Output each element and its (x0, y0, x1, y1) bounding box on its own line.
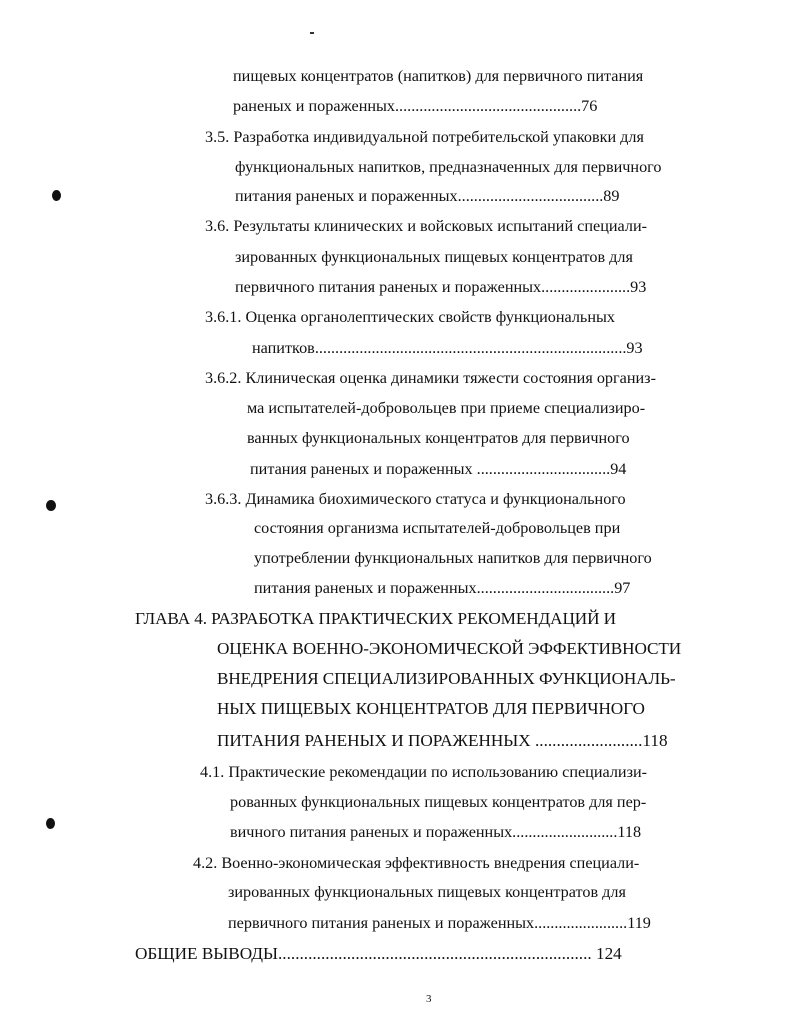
toc-chapter-line: ОЦЕНКА ВОЕННО-ЭКОНОМИЧЕСКОЙ ЭФФЕКТИВНОСТИ (217, 639, 682, 658)
toc-chapter-line: ПИТАНИЯ РАНЕНЫХ И ПОРАЖЕННЫХ .........................118 (217, 731, 668, 750)
toc-line: питания раненых и пораженных....................................89 (235, 187, 620, 205)
toc-line: состояния организма испытателей-добровольцев при (254, 519, 621, 537)
scan-tick-1 (310, 32, 314, 34)
scan-dot-2 (46, 500, 56, 511)
scan-dot-1 (52, 190, 61, 201)
toc-chapter-line: ВНЕДРЕНИЯ СПЕЦИАЛИЗИРОВАННЫХ ФУНКЦИОНАЛЬ- (217, 669, 676, 688)
toc-line: первичного питания раненых и пораженных......................93 (235, 278, 647, 296)
toc-line: зированных функциональных пищевых концентратов для (228, 883, 626, 901)
toc-line: вичного питания раненых и пораженных..........................118 (230, 823, 642, 841)
toc-line: ма испытателей-добровольцев при приеме специализиро- (247, 399, 646, 417)
toc-line: 4.2. Военно-экономическая эффективность внедрения специали- (193, 854, 640, 872)
toc-line: напитков.............................................................................93 (252, 339, 643, 357)
toc-line: первичного питания раненых и пораженных.......................119 (228, 914, 651, 932)
toc-line: пищевых концентратов (напитков) для первичного питания (233, 67, 644, 85)
toc-chapter-line: ГЛАВА 4. РАЗРАБОТКА ПРАКТИЧЕСКИХ РЕКОМЕНДАЦИЙ И (135, 609, 616, 628)
toc-line: 4.1. Практические рекомендации по использованию специализи- (200, 763, 648, 781)
toc-line: питания раненых и пораженных .................................94 (250, 460, 627, 478)
toc-line: зированных функциональных пищевых концентратов для (235, 248, 633, 266)
scan-dot-3 (46, 818, 55, 829)
page-number: 3 (426, 993, 432, 1005)
toc-line: функциональных напитков, предназначенных для первичного (235, 158, 662, 176)
toc-line: употреблении функциональных напитков для первичного (254, 549, 652, 567)
toc-line: раненых и пораженных..............................................76 (233, 97, 598, 115)
toc-line: 3.6.2. Клиническая оценка динамики тяжести состояния организ- (205, 369, 656, 387)
toc-chapter-line: ОБЩИЕ ВЫВОДЫ......................................................................... 124 (135, 944, 622, 963)
toc-line: рованных функциональных пищевых концентратов для пер- (230, 793, 647, 811)
toc-line: 3.6. Результаты клинических и войсковых испытаний специали- (205, 217, 648, 235)
toc-line: питания раненых и пораженных..................................97 (254, 579, 631, 597)
toc-line: 3.6.3. Динамика биохимического статуса и функционального (205, 490, 626, 508)
toc-line: 3.6.1. Оценка органолептических свойств функциональных (205, 308, 615, 326)
toc-line: 3.5. Разработка индивидуальной потребительской упаковки для (205, 128, 644, 146)
toc-chapter-line: НЫХ ПИЩЕВЫХ КОНЦЕНТРАТОВ ДЛЯ ПЕРВИЧНОГО (217, 699, 645, 718)
toc-line: ванных функциональных концентратов для первичного (247, 429, 630, 447)
